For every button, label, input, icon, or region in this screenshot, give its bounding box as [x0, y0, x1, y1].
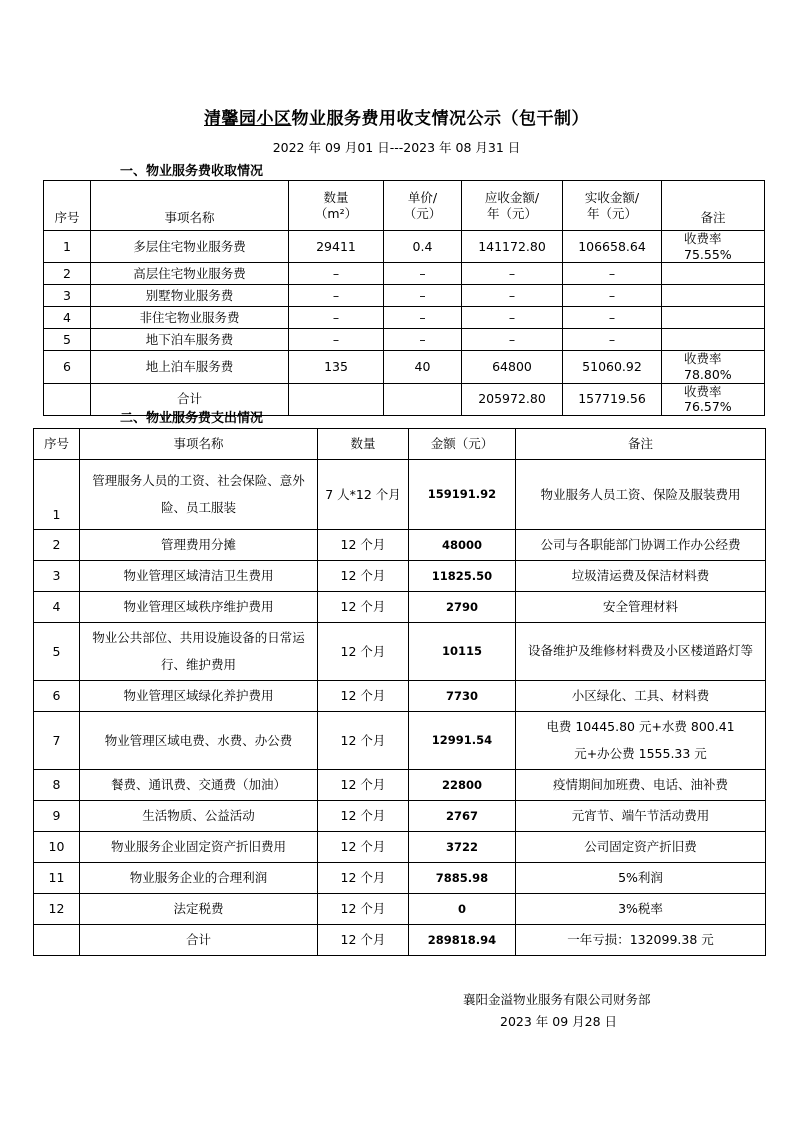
income-header-row [44, 181, 765, 231]
income-cell-qty: – [289, 329, 384, 351]
expense-cell-amount: 10115 [409, 623, 516, 681]
title-rest: 物业服务费用收支情况公示（包干制） [291, 109, 589, 129]
expense-cell-note: 小区绿化、工具、材料费 [516, 681, 766, 712]
title-community-name: 清馨园小区 [204, 109, 292, 129]
expense-cell-amount: 2790 [409, 592, 516, 623]
income-cell-no: 1 [44, 231, 91, 263]
expense-header-note: 备注 [516, 429, 766, 460]
income-cell-price: – [384, 263, 462, 285]
expense-row [34, 623, 766, 681]
expense-header-qty: 数量 [318, 429, 409, 460]
expense-header-row [34, 429, 766, 460]
income-total-receivable: 205972.80 [462, 383, 563, 415]
expense-cell-amount: 2767 [409, 801, 516, 832]
document-title [0, 104, 793, 129]
income-cell-received: – [563, 307, 662, 329]
expense-header-name: 事项名称 [80, 429, 318, 460]
expense-row [34, 561, 766, 592]
expense-cell-note: 垃圾清运费及保洁材料费 [516, 561, 766, 592]
income-header-note: 备注 [662, 181, 765, 231]
expense-cell-no: 5 [34, 623, 80, 681]
expense-row [34, 592, 766, 623]
income-row [44, 307, 765, 329]
expense-row [34, 712, 766, 770]
income-cell-received: – [563, 285, 662, 307]
income-header-name: 事项名称 [91, 181, 289, 231]
income-cell-no: 4 [44, 307, 91, 329]
income-header-receivable: 应收金额/ 年（元） [462, 181, 563, 231]
income-cell-note [662, 307, 765, 329]
expense-cell-qty: 12 个月 [318, 832, 409, 863]
expense-total-no [34, 925, 80, 956]
footer-company: 襄阳金溢物业服务有限公司财务部 [463, 992, 651, 1007]
income-cell-price: 0.4 [384, 231, 462, 263]
income-total-no [44, 383, 91, 415]
income-cell-receivable: – [462, 329, 563, 351]
income-cell-received: – [563, 263, 662, 285]
income-row [44, 329, 765, 351]
expense-cell-note: 设备维护及维修材料费及小区楼道路灯等 [516, 623, 766, 681]
income-cell-name: 地上泊车服务费 [91, 351, 289, 383]
expense-cell-note: 公司固定资产折旧费 [516, 832, 766, 863]
expense-row [34, 530, 766, 561]
expense-row [34, 770, 766, 801]
expense-cell-note: 物业服务人员工资、保险及服装费用 [516, 460, 766, 530]
expense-total-qty: 12 个月 [318, 925, 409, 956]
expense-cell-amount: 0 [409, 894, 516, 925]
expense-cell-qty: 12 个月 [318, 561, 409, 592]
footer-date: 2023 年 09 月28 日 [500, 1014, 618, 1029]
expense-cell-amount: 3722 [409, 832, 516, 863]
expense-cell-name: 生活物质、公益活动 [80, 801, 318, 832]
income-total-received: 157719.56 [563, 383, 662, 415]
expense-cell-qty: 12 个月 [318, 770, 409, 801]
expense-cell-name: 餐费、通讯费、交通费（加油） [80, 770, 318, 801]
income-total-price [384, 383, 462, 415]
expense-row [34, 832, 766, 863]
expense-cell-note: 安全管理材料 [516, 592, 766, 623]
income-cell-note: 收费率 78.80% [662, 351, 765, 383]
expense-cell-amount: 11825.50 [409, 561, 516, 592]
expense-cell-amount: 48000 [409, 530, 516, 561]
reporting-period: 2022 年 09 月01 日---2023 年 08 月31 日 [272, 140, 521, 155]
income-cell-qty: 135 [289, 351, 384, 383]
income-total-qty [289, 383, 384, 415]
income-header-qty: 数量 （m²） [289, 181, 384, 231]
income-table [43, 180, 765, 416]
expense-cell-no: 4 [34, 592, 80, 623]
income-row [44, 263, 765, 285]
income-total-note: 收费率 76.57% [662, 383, 765, 415]
income-cell-name: 非住宅物业服务费 [91, 307, 289, 329]
expense-cell-note: 电费 10445.80 元+水费 800.41 元+办公费 1555.33 元 [516, 712, 766, 770]
income-cell-qty: – [289, 285, 384, 307]
income-cell-note: 收费率 75.55% [662, 231, 765, 263]
income-cell-received: – [563, 329, 662, 351]
expense-cell-qty: 12 个月 [318, 623, 409, 681]
expense-cell-no: 12 [34, 894, 80, 925]
expense-cell-qty: 12 个月 [318, 863, 409, 894]
income-header-no: 序号 [44, 181, 91, 231]
expense-cell-no: 11 [34, 863, 80, 894]
expense-cell-name: 管理费用分摊 [80, 530, 318, 561]
expense-total-row [34, 925, 766, 956]
expense-cell-qty: 7 人*12 个月 [318, 460, 409, 530]
expense-cell-no: 1 [34, 460, 80, 530]
expense-total-amount: 289818.94 [409, 925, 516, 956]
income-row [44, 285, 765, 307]
income-cell-qty: 29411 [289, 231, 384, 263]
income-cell-no: 2 [44, 263, 91, 285]
income-cell-note [662, 285, 765, 307]
expense-header-amount: 金额（元） [409, 429, 516, 460]
expense-cell-note: 5%利润 [516, 863, 766, 894]
expense-cell-no: 9 [34, 801, 80, 832]
income-cell-note [662, 329, 765, 351]
income-cell-no: 5 [44, 329, 91, 351]
income-cell-received: 106658.64 [563, 231, 662, 263]
income-row [44, 351, 765, 383]
income-cell-name: 地下泊车服务费 [91, 329, 289, 351]
income-cell-received: 51060.92 [563, 351, 662, 383]
income-cell-no: 3 [44, 285, 91, 307]
expense-cell-no: 8 [34, 770, 80, 801]
expense-cell-name: 物业管理区域电费、水费、办公费 [80, 712, 318, 770]
expense-cell-no: 10 [34, 832, 80, 863]
expense-cell-name: 物业管理区域清洁卫生费用 [80, 561, 318, 592]
expense-cell-qty: 12 个月 [318, 894, 409, 925]
expense-cell-no: 3 [34, 561, 80, 592]
income-total-label: 合计 [91, 383, 289, 415]
expense-total-note: 一年亏损：132099.38 元 [516, 925, 766, 956]
expense-cell-name: 管理服务人员的工资、社会保险、意外险、员工服装 [80, 460, 318, 530]
expense-cell-amount: 159191.92 [409, 460, 516, 530]
expense-cell-name: 物业公共部位、共用设施设备的日常运行、维护费用 [80, 623, 318, 681]
income-header-price: 单价/ （元） [384, 181, 462, 231]
income-cell-name: 别墅物业服务费 [91, 285, 289, 307]
expense-row [34, 681, 766, 712]
section2-heading: 二、物业服务费支出情况 [120, 411, 264, 426]
income-cell-price: 40 [384, 351, 462, 383]
income-header-received: 实收金额/ 年（元） [563, 181, 662, 231]
income-cell-receivable: 64800 [462, 351, 563, 383]
expense-cell-amount: 7730 [409, 681, 516, 712]
income-cell-price: – [384, 329, 462, 351]
income-cell-price: – [384, 307, 462, 329]
expense-table [33, 428, 766, 956]
income-cell-qty: – [289, 263, 384, 285]
income-cell-receivable: 141172.80 [462, 231, 563, 263]
expense-cell-note: 公司与各职能部门协调工作办公经费 [516, 530, 766, 561]
expense-cell-qty: 12 个月 [318, 712, 409, 770]
expense-cell-amount: 12991.54 [409, 712, 516, 770]
income-cell-receivable: – [462, 307, 563, 329]
expense-cell-note: 疫情期间加班费、电话、油补费 [516, 770, 766, 801]
expense-header-no: 序号 [34, 429, 80, 460]
expense-cell-qty: 12 个月 [318, 592, 409, 623]
expense-row [34, 863, 766, 894]
expense-cell-no: 2 [34, 530, 80, 561]
expense-cell-qty: 12 个月 [318, 530, 409, 561]
income-cell-price: – [384, 285, 462, 307]
expense-cell-name: 物业管理区域秩序维护费用 [80, 592, 318, 623]
income-row [44, 231, 765, 263]
section1-heading: 一、物业服务费收取情况 [120, 164, 264, 179]
income-cell-name: 高层住宅物业服务费 [91, 263, 289, 285]
expense-row [34, 460, 766, 530]
income-cell-no: 6 [44, 351, 91, 383]
income-cell-note [662, 263, 765, 285]
expense-cell-qty: 12 个月 [318, 681, 409, 712]
expense-cell-no: 6 [34, 681, 80, 712]
expense-cell-amount: 22800 [409, 770, 516, 801]
expense-row [34, 894, 766, 925]
expense-cell-qty: 12 个月 [318, 801, 409, 832]
income-cell-receivable: – [462, 263, 563, 285]
expense-cell-name: 物业管理区域绿化养护费用 [80, 681, 318, 712]
income-cell-name: 多层住宅物业服务费 [91, 231, 289, 263]
expense-cell-amount: 7885.98 [409, 863, 516, 894]
expense-cell-note: 3%税率 [516, 894, 766, 925]
expense-cell-no: 7 [34, 712, 80, 770]
expense-row [34, 801, 766, 832]
expense-cell-name: 物业服务企业固定资产折旧费用 [80, 832, 318, 863]
expense-cell-name: 法定税费 [80, 894, 318, 925]
income-cell-qty: – [289, 307, 384, 329]
expense-total-label: 合计 [80, 925, 318, 956]
expense-cell-note: 元宵节、端午节活动费用 [516, 801, 766, 832]
expense-cell-name: 物业服务企业的合理利润 [80, 863, 318, 894]
income-cell-receivable: – [462, 285, 563, 307]
